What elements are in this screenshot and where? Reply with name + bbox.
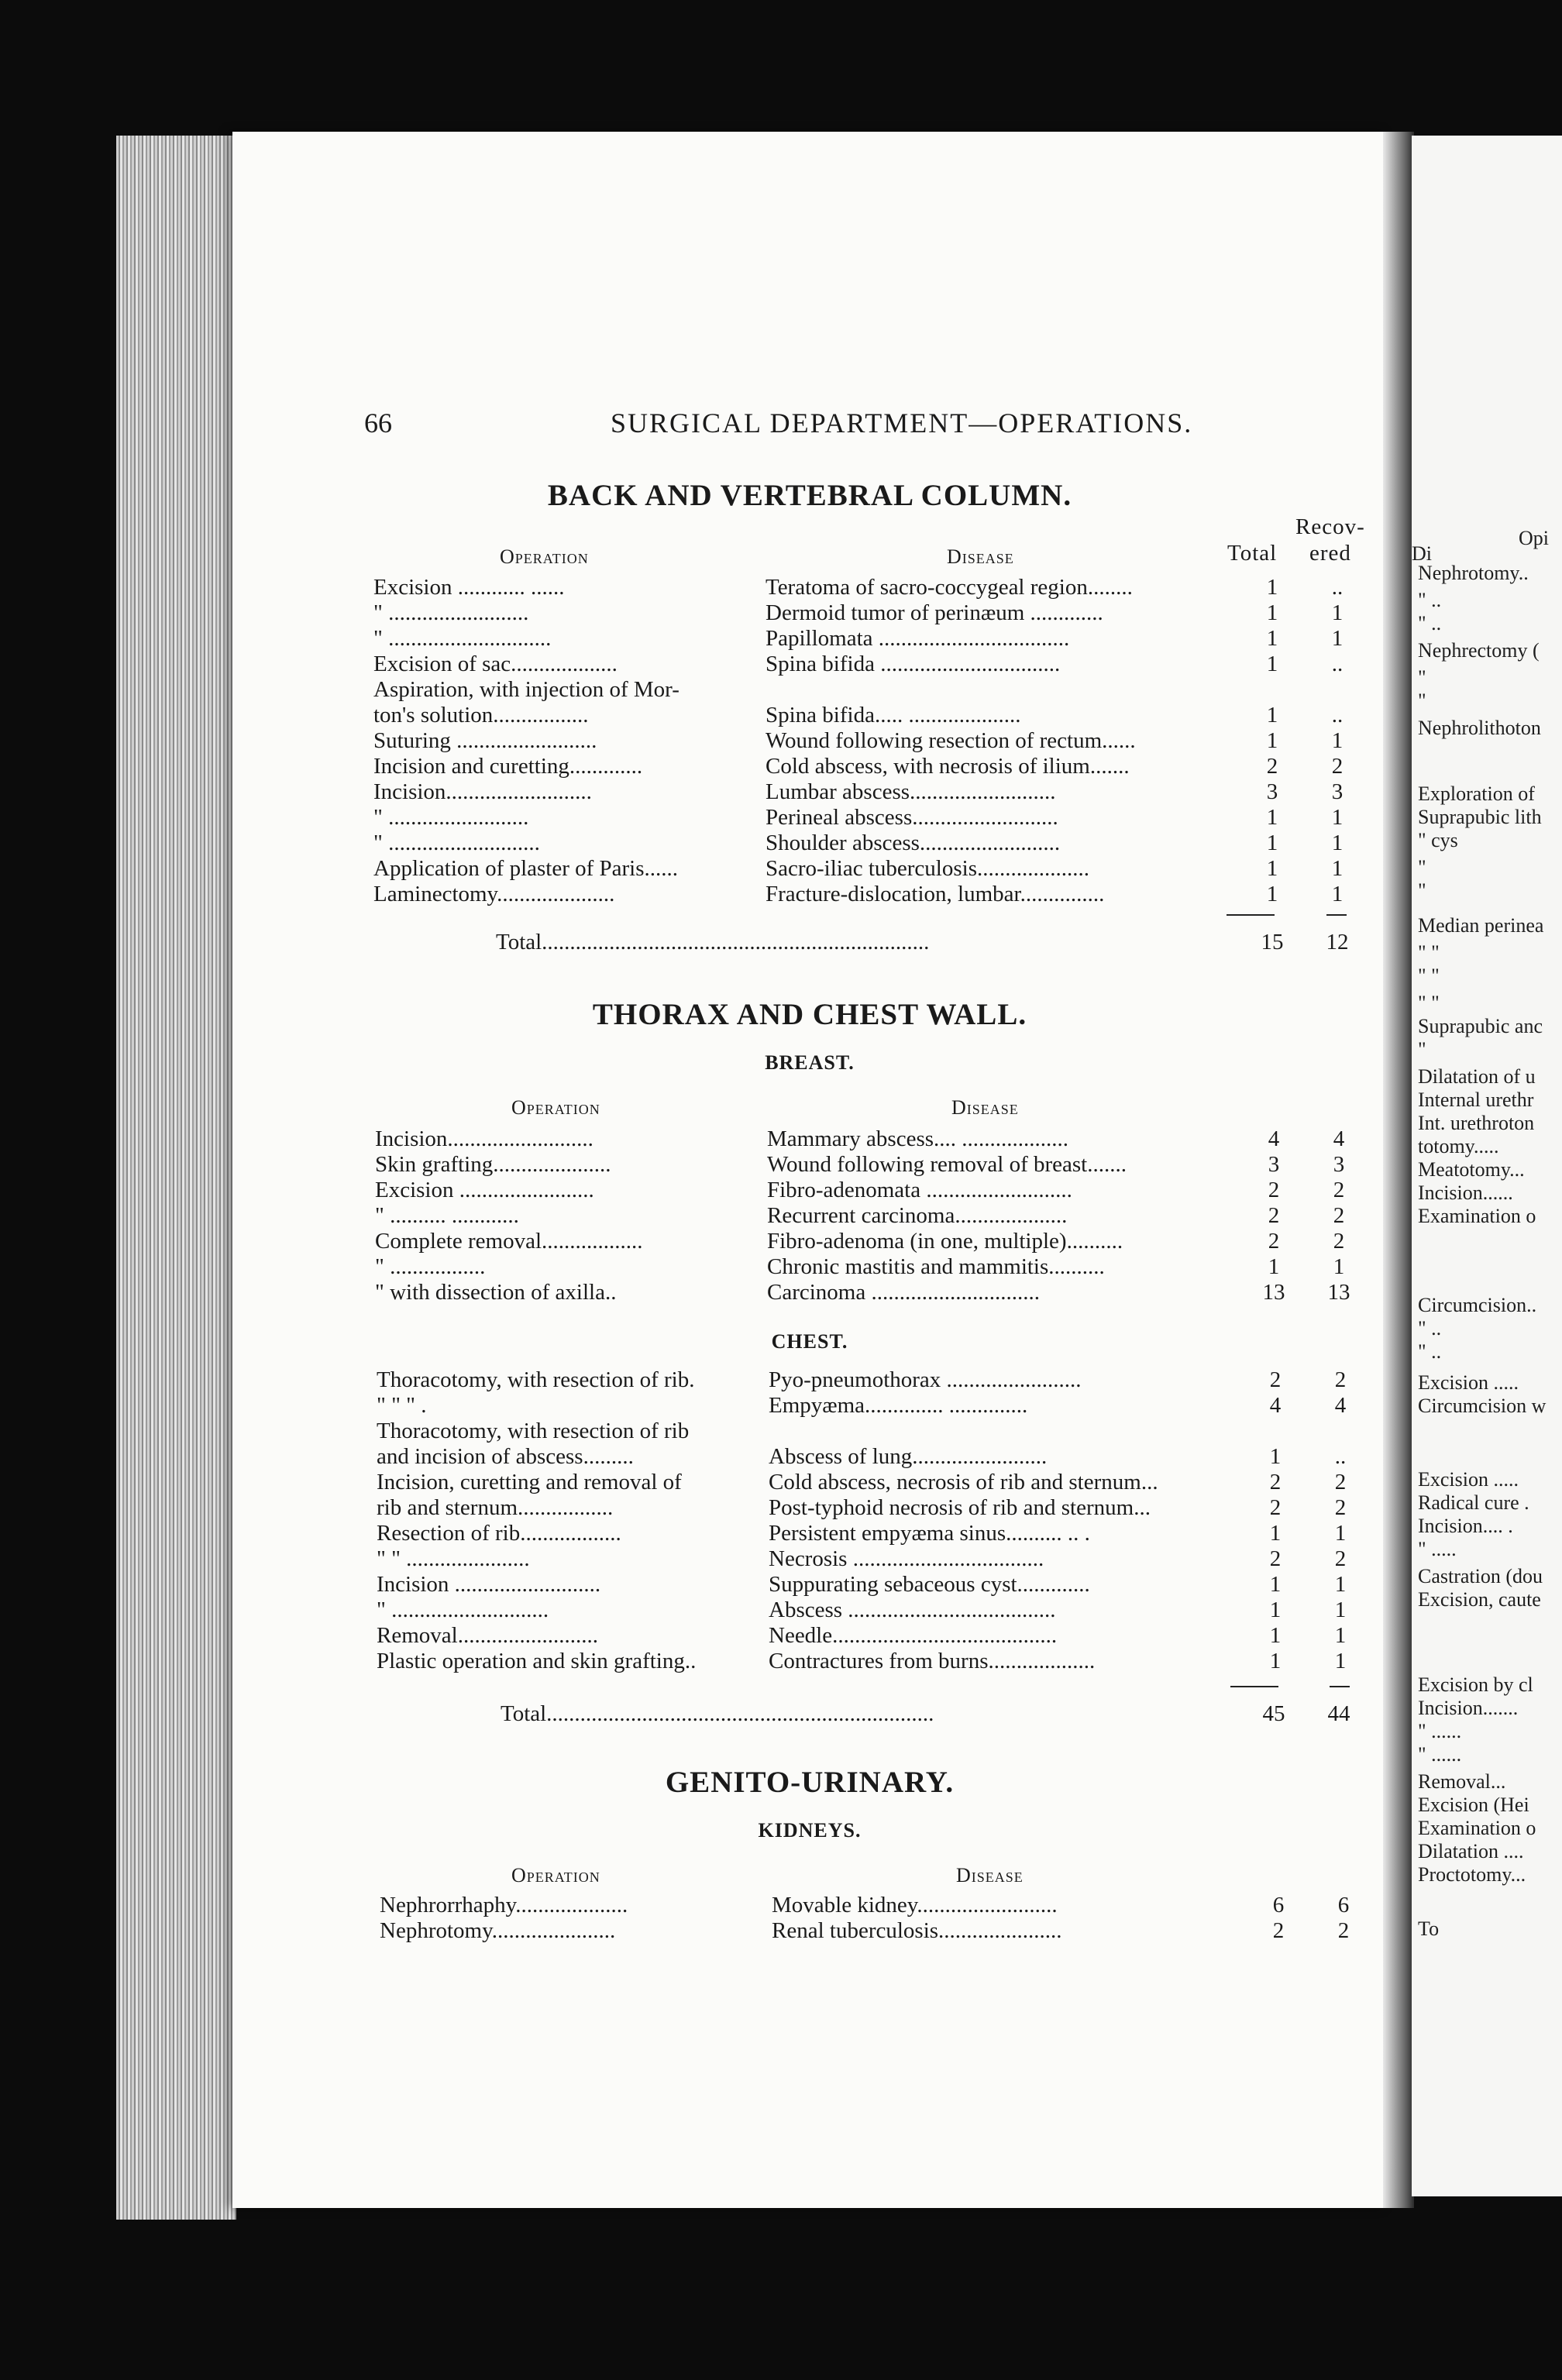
operation-cell: " ................. bbox=[375, 1254, 486, 1279]
total-cell: 1 bbox=[1266, 805, 1278, 830]
total-cell: 4 bbox=[1269, 1393, 1282, 1418]
table-row bbox=[373, 677, 1351, 703]
col-operation: Operation bbox=[511, 1864, 600, 1886]
recovered-cell: 1 bbox=[1331, 882, 1344, 906]
facing-page-line: Dilatation of u bbox=[1418, 1065, 1536, 1088]
facing-page-line: Nephrolithoton bbox=[1418, 717, 1541, 739]
col-recovered-2: ered bbox=[1309, 541, 1351, 566]
total-cell: 1 bbox=[1269, 1521, 1282, 1546]
table-row bbox=[373, 652, 1351, 678]
disease-cell: Perineal abscess.......................... bbox=[766, 805, 1058, 830]
operation-cell: Excision of sac................... bbox=[373, 652, 618, 676]
col-operation: Operation bbox=[500, 545, 589, 568]
facing-page-line: " ...... bbox=[1418, 1743, 1462, 1766]
recovered-cell: 1 bbox=[1334, 1598, 1347, 1622]
col-total: Total bbox=[1227, 541, 1278, 566]
facing-col-fragment: Opi bbox=[1519, 527, 1549, 549]
table-row bbox=[373, 856, 1351, 882]
disease-cell: Recurrent carcinoma.................... bbox=[767, 1203, 1068, 1228]
operation-cell: " with dissection of axilla.. bbox=[375, 1280, 617, 1305]
operation-cell: " " ...................... bbox=[377, 1546, 530, 1571]
recovered-cell: .. bbox=[1334, 1444, 1347, 1469]
book-gutter bbox=[1383, 132, 1414, 2208]
table-row bbox=[373, 779, 1351, 806]
recovered-cell: 2 bbox=[1333, 1229, 1345, 1254]
total-cell: 1 bbox=[1266, 728, 1278, 753]
total-cell: 1 bbox=[1268, 1254, 1280, 1279]
recovered-cell: 2 bbox=[1337, 1918, 1350, 1943]
total-cell: 2 bbox=[1268, 1229, 1280, 1254]
facing-page-line: Incision.... . bbox=[1418, 1515, 1513, 1537]
total-cell: 1 bbox=[1269, 1598, 1282, 1622]
disease-cell: Abscess of lung........................ bbox=[769, 1444, 1048, 1469]
recovered-cell: 4 bbox=[1334, 1393, 1347, 1418]
table-row bbox=[373, 882, 1351, 908]
disease-cell: Mammary abscess.... ................... bbox=[767, 1126, 1069, 1151]
recovered-cell: 2 bbox=[1331, 754, 1344, 779]
facing-page-line: Excision ..... bbox=[1418, 1468, 1519, 1491]
total-cell: 1 bbox=[1266, 600, 1278, 625]
operation-cell: rib and sternum................. bbox=[377, 1495, 614, 1520]
total-cell: 3 bbox=[1268, 1152, 1280, 1177]
total-value: 45 bbox=[1262, 1701, 1285, 1726]
operation-cell: Nephrorrhaphy.................... bbox=[380, 1893, 628, 1917]
disease-cell: Cold abscess, necrosis of rib and sternum... bbox=[769, 1470, 1158, 1494]
table-row bbox=[375, 1126, 1353, 1153]
recovered-cell: 1 bbox=[1334, 1649, 1347, 1673]
recovered-cell: 1 bbox=[1334, 1521, 1347, 1546]
facing-page-line: " bbox=[1418, 690, 1426, 712]
facing-page-line: " cys bbox=[1418, 829, 1458, 851]
recovered-cell: 2 bbox=[1334, 1546, 1347, 1571]
operation-cell: Plastic operation and skin grafting.. bbox=[377, 1649, 697, 1673]
facing-page-line: " .. bbox=[1418, 1340, 1442, 1363]
disease-cell: Wound following resection of rectum...... bbox=[766, 728, 1136, 753]
col-operation: Operation bbox=[511, 1096, 600, 1119]
disease-cell: Empyæma.............. .............. bbox=[769, 1393, 1028, 1418]
operation-cell: " ......................... bbox=[373, 805, 529, 830]
disease-cell: Shoulder abscess......................... bbox=[766, 831, 1061, 855]
recovered-cell: 2 bbox=[1333, 1178, 1345, 1202]
operation-cell: Excision ............ ...... bbox=[373, 575, 565, 600]
col-disease: Disease bbox=[947, 545, 1014, 568]
facing-page-line: " bbox=[1418, 856, 1426, 879]
total-cell: 2 bbox=[1268, 1178, 1280, 1202]
recovered-cell: 1 bbox=[1331, 805, 1344, 830]
table-row bbox=[380, 1918, 1357, 1945]
total-value: 15 bbox=[1261, 930, 1284, 954]
table-row bbox=[377, 1393, 1354, 1419]
table-row bbox=[377, 1649, 1354, 1675]
facing-page-line: Removal... bbox=[1418, 1770, 1506, 1793]
facing-col-fragment-2: Di bbox=[1412, 542, 1432, 565]
table-row bbox=[373, 703, 1351, 729]
facing-page-line: Exploration of bbox=[1418, 782, 1535, 805]
operation-cell: Excision ........................ bbox=[375, 1178, 594, 1202]
disease-cell: Contractures from burns................... bbox=[769, 1649, 1096, 1673]
facing-page-line: " " bbox=[1418, 941, 1440, 964]
disease-cell: Wound following removal of breast....... bbox=[767, 1152, 1127, 1177]
page-number: 66 bbox=[364, 408, 392, 439]
recovered-cell: 2 bbox=[1334, 1495, 1347, 1520]
recovered-cell: 13 bbox=[1327, 1280, 1350, 1305]
disease-cell: Movable kidney......................... bbox=[772, 1893, 1058, 1917]
table-row bbox=[375, 1178, 1353, 1204]
facing-page-line: " bbox=[1418, 666, 1426, 689]
facing-page-line: Nephrotomy.. bbox=[1418, 562, 1529, 584]
operation-cell: Suturing ......................... bbox=[373, 728, 597, 753]
disease-cell: Chronic mastitis and mammitis.......... bbox=[767, 1254, 1105, 1279]
facing-page-line: " .. bbox=[1418, 612, 1442, 635]
operation-cell: Thoracotomy, with resection of rib. bbox=[377, 1367, 695, 1392]
recovered-cell: 2 bbox=[1334, 1367, 1347, 1392]
total-cell: 2 bbox=[1269, 1470, 1282, 1494]
total-cell: 2 bbox=[1269, 1546, 1282, 1571]
recovered-cell: .. bbox=[1331, 575, 1344, 600]
facing-page-line: " .. bbox=[1418, 589, 1442, 611]
operation-cell: Incision.......................... bbox=[375, 1126, 593, 1151]
col-recovered-1: Recov- bbox=[1295, 514, 1365, 539]
disease-cell: Spina bifida ................................ bbox=[766, 652, 1061, 676]
running-title: SURGICAL DEPARTMENT—OPERATIONS. bbox=[611, 408, 1193, 439]
recovered-value: 44 bbox=[1327, 1701, 1350, 1726]
table-row bbox=[373, 805, 1351, 831]
disease-cell: Carcinoma .............................. bbox=[767, 1280, 1040, 1305]
facing-page-line: " ..... bbox=[1418, 1538, 1457, 1560]
recovered-cell: .. bbox=[1331, 703, 1344, 727]
facing-page-line: Int. urethroton bbox=[1418, 1112, 1535, 1134]
col-disease: Disease bbox=[956, 1864, 1024, 1886]
operation-cell: and incision of abscess......... bbox=[377, 1444, 634, 1469]
disease-cell: Renal tuberculosis...................... bbox=[772, 1918, 1062, 1943]
table-row bbox=[375, 1203, 1353, 1230]
disease-cell: Persistent empyæma sinus.......... .. . bbox=[769, 1521, 1090, 1546]
disease-cell: Needle........................................ bbox=[769, 1623, 1058, 1648]
total-cell: 13 bbox=[1262, 1280, 1285, 1305]
disease-cell: Teratoma of sacro-coccygeal region........ bbox=[766, 575, 1133, 600]
facing-page-line: Dilatation .... bbox=[1418, 1840, 1524, 1862]
facing-page-line: Proctotomy... bbox=[1418, 1863, 1526, 1886]
table-row bbox=[377, 1419, 1354, 1445]
table-row bbox=[373, 600, 1351, 627]
total-label: Total..................................................................... bbox=[496, 930, 930, 954]
facing-page-line: " bbox=[1418, 1038, 1426, 1061]
table-row bbox=[377, 1546, 1354, 1573]
disease-cell: Fracture-dislocation, lumbar............... bbox=[766, 882, 1105, 906]
operation-cell: Thoracotomy, with resection of rib bbox=[377, 1419, 690, 1443]
disease-cell: Dermoid tumor of perinæum ............. bbox=[766, 600, 1103, 625]
table-row bbox=[377, 1470, 1354, 1496]
operation-cell: Aspiration, with injection of Mor- bbox=[373, 677, 680, 702]
section-title-back: BACK AND VERTEBRAL COLUMN. bbox=[547, 479, 1072, 512]
operation-cell: Complete removal.................. bbox=[375, 1229, 643, 1254]
total-cell: 1 bbox=[1266, 652, 1278, 676]
recovered-cell: 6 bbox=[1337, 1893, 1350, 1917]
operation-cell: " .......... ............ bbox=[375, 1203, 519, 1228]
subsection-title-kidneys: KIDNEYS. bbox=[758, 1819, 862, 1842]
disease-cell: Post-typhoid necrosis of rib and sternum... bbox=[769, 1495, 1151, 1520]
disease-cell: Sacro-iliac tuberculosis.................... bbox=[766, 856, 1089, 881]
operation-cell: ton's solution................. bbox=[373, 703, 589, 727]
total-label: Total..................................................................... bbox=[501, 1701, 934, 1726]
facing-page-line: Excision (Hei bbox=[1418, 1794, 1529, 1816]
table-row bbox=[373, 754, 1351, 780]
disease-cell: Lumbar abscess.......................... bbox=[766, 779, 1056, 804]
table-row bbox=[375, 1254, 1353, 1281]
total-cell: 1 bbox=[1266, 856, 1278, 881]
recovered-cell: 3 bbox=[1331, 779, 1344, 804]
facing-page-line: Nephrectomy ( bbox=[1418, 639, 1540, 662]
operation-cell: " ........................... bbox=[373, 831, 540, 855]
recovered-cell: 1 bbox=[1333, 1254, 1345, 1279]
facing-page-line: Circumcision w bbox=[1418, 1395, 1547, 1417]
recovered-cell: .. bbox=[1331, 652, 1344, 676]
facing-page-line: Incision...... bbox=[1418, 1181, 1513, 1204]
table-row bbox=[375, 1280, 1353, 1306]
total-cell: 1 bbox=[1266, 831, 1278, 855]
recovered-cell: 1 bbox=[1331, 600, 1344, 625]
facing-page-line: " .. bbox=[1418, 1317, 1442, 1340]
operation-cell: Application of plaster of Paris...... bbox=[373, 856, 679, 881]
operation-cell: " ............................. bbox=[373, 626, 552, 651]
facing-page-line: Excision, caute bbox=[1418, 1588, 1541, 1611]
facing-page-line: Castration (dou bbox=[1418, 1565, 1543, 1587]
operation-cell: " " " . bbox=[377, 1393, 427, 1418]
total-rule bbox=[1326, 914, 1347, 916]
total-rule bbox=[1227, 914, 1275, 916]
table-row bbox=[375, 1229, 1353, 1255]
disease-cell: Fibro-adenomata .......................... bbox=[767, 1178, 1072, 1202]
recovered-value: 12 bbox=[1326, 930, 1349, 954]
total-rule bbox=[1230, 1686, 1278, 1687]
disease-cell: Necrosis .................................. bbox=[769, 1546, 1044, 1571]
total-row bbox=[496, 930, 1351, 956]
operation-cell: Laminectomy..................... bbox=[373, 882, 615, 906]
total-cell: 1 bbox=[1269, 1623, 1282, 1648]
total-cell: 1 bbox=[1269, 1444, 1282, 1469]
operation-cell: " ......................... bbox=[373, 600, 529, 625]
recovered-cell: 1 bbox=[1334, 1572, 1347, 1597]
table-row bbox=[380, 1893, 1357, 1919]
table-row bbox=[377, 1521, 1354, 1547]
disease-cell: Papillomata .................................. bbox=[766, 626, 1070, 651]
total-cell: 1 bbox=[1266, 575, 1278, 600]
disease-cell: Cold abscess, with necrosis of ilium....... bbox=[766, 754, 1130, 779]
facing-page-line: " " bbox=[1418, 965, 1440, 987]
subsection-title-chest: CHEST. bbox=[771, 1330, 848, 1353]
operation-cell: Nephrotomy...................... bbox=[380, 1918, 616, 1943]
page-edges bbox=[116, 136, 236, 2220]
operation-cell: " ............................ bbox=[377, 1598, 549, 1622]
recovered-cell: 1 bbox=[1331, 626, 1344, 651]
table-row bbox=[373, 575, 1351, 601]
total-cell: 2 bbox=[1266, 754, 1278, 779]
facing-page bbox=[1412, 136, 1562, 2196]
total-cell: 2 bbox=[1272, 1918, 1285, 1943]
facing-page-line: " ...... bbox=[1418, 1720, 1462, 1742]
total-cell: 4 bbox=[1268, 1126, 1280, 1151]
total-cell: 1 bbox=[1269, 1649, 1282, 1673]
operation-cell: Incision .......................... bbox=[377, 1572, 601, 1597]
col-disease: Disease bbox=[951, 1096, 1019, 1119]
facing-page-line: totomy..... bbox=[1418, 1135, 1499, 1157]
facing-page-line: To bbox=[1418, 1917, 1440, 1940]
table-row bbox=[377, 1495, 1354, 1522]
table-row bbox=[377, 1367, 1354, 1394]
recovered-cell: 1 bbox=[1331, 856, 1344, 881]
facing-page-line: Median perinea bbox=[1418, 914, 1544, 937]
facing-page-line: Meatotomy... bbox=[1418, 1158, 1525, 1181]
facing-page-line: Incision....... bbox=[1418, 1697, 1519, 1719]
total-cell: 2 bbox=[1269, 1495, 1282, 1520]
facing-page-line: Suprapubic lith bbox=[1418, 806, 1542, 828]
disease-cell: Suppurating sebaceous cyst............. bbox=[769, 1572, 1090, 1597]
total-cell: 1 bbox=[1266, 703, 1278, 727]
operation-cell: Resection of rib.................. bbox=[377, 1521, 621, 1546]
total-cell: 3 bbox=[1266, 779, 1278, 804]
facing-page-line: Excision by cl bbox=[1418, 1673, 1533, 1696]
facing-page-line: Excision ..... bbox=[1418, 1371, 1519, 1394]
recovered-cell: 2 bbox=[1334, 1470, 1347, 1494]
facing-page-line: Radical cure . bbox=[1418, 1491, 1529, 1514]
operation-cell: Removal......................... bbox=[377, 1623, 598, 1648]
recovered-cell: 1 bbox=[1331, 831, 1344, 855]
table-row bbox=[377, 1598, 1354, 1624]
disease-cell: Fibro-adenoma (in one, multiple).......... bbox=[767, 1229, 1123, 1254]
facing-page-line: Examination o bbox=[1418, 1205, 1536, 1227]
table-row bbox=[375, 1152, 1353, 1178]
subsection-title-breast: BREAST. bbox=[765, 1051, 855, 1074]
table-row bbox=[377, 1572, 1354, 1598]
total-cell: 6 bbox=[1272, 1893, 1285, 1917]
table-row bbox=[373, 728, 1351, 755]
total-cell: 2 bbox=[1268, 1203, 1280, 1228]
total-cell: 1 bbox=[1269, 1572, 1282, 1597]
section-title-thorax: THORAX AND CHEST WALL. bbox=[592, 998, 1027, 1031]
total-row bbox=[501, 1701, 1353, 1728]
facing-page-line: Suprapubic anc bbox=[1418, 1015, 1543, 1037]
operation-cell: Incision and curetting............. bbox=[373, 754, 643, 779]
recovered-cell: 4 bbox=[1333, 1126, 1345, 1151]
facing-page-line: " bbox=[1418, 879, 1426, 902]
table-row bbox=[373, 626, 1351, 652]
section-title-genito-urinary: GENITO-URINARY. bbox=[665, 1766, 955, 1799]
operation-cell: Incision, curetting and removal of bbox=[377, 1470, 682, 1494]
recovered-cell: 1 bbox=[1334, 1623, 1347, 1648]
disease-cell: Pyo-pneumothorax ........................ bbox=[769, 1367, 1082, 1392]
total-rule bbox=[1330, 1686, 1350, 1687]
table-row bbox=[377, 1623, 1354, 1649]
disease-cell: Abscess ..................................... bbox=[769, 1598, 1056, 1622]
total-cell: 2 bbox=[1269, 1367, 1282, 1392]
table-row bbox=[373, 831, 1351, 857]
recovered-cell: 3 bbox=[1333, 1152, 1345, 1177]
operation-cell: Skin grafting..................... bbox=[375, 1152, 611, 1177]
facing-page-line: Internal urethr bbox=[1418, 1089, 1534, 1111]
operation-cell: Incision.......................... bbox=[373, 779, 592, 804]
disease-cell: Spina bifida..... .................... bbox=[766, 703, 1021, 727]
facing-page-line: Circumcision.. bbox=[1418, 1294, 1537, 1316]
recovered-cell: 2 bbox=[1333, 1203, 1345, 1228]
table-row bbox=[377, 1444, 1354, 1470]
recovered-cell: 1 bbox=[1331, 728, 1344, 753]
facing-page-line: Examination o bbox=[1418, 1817, 1536, 1839]
facing-page-line: " " bbox=[1418, 992, 1440, 1014]
total-cell: 1 bbox=[1266, 882, 1278, 906]
total-cell: 1 bbox=[1266, 626, 1278, 651]
